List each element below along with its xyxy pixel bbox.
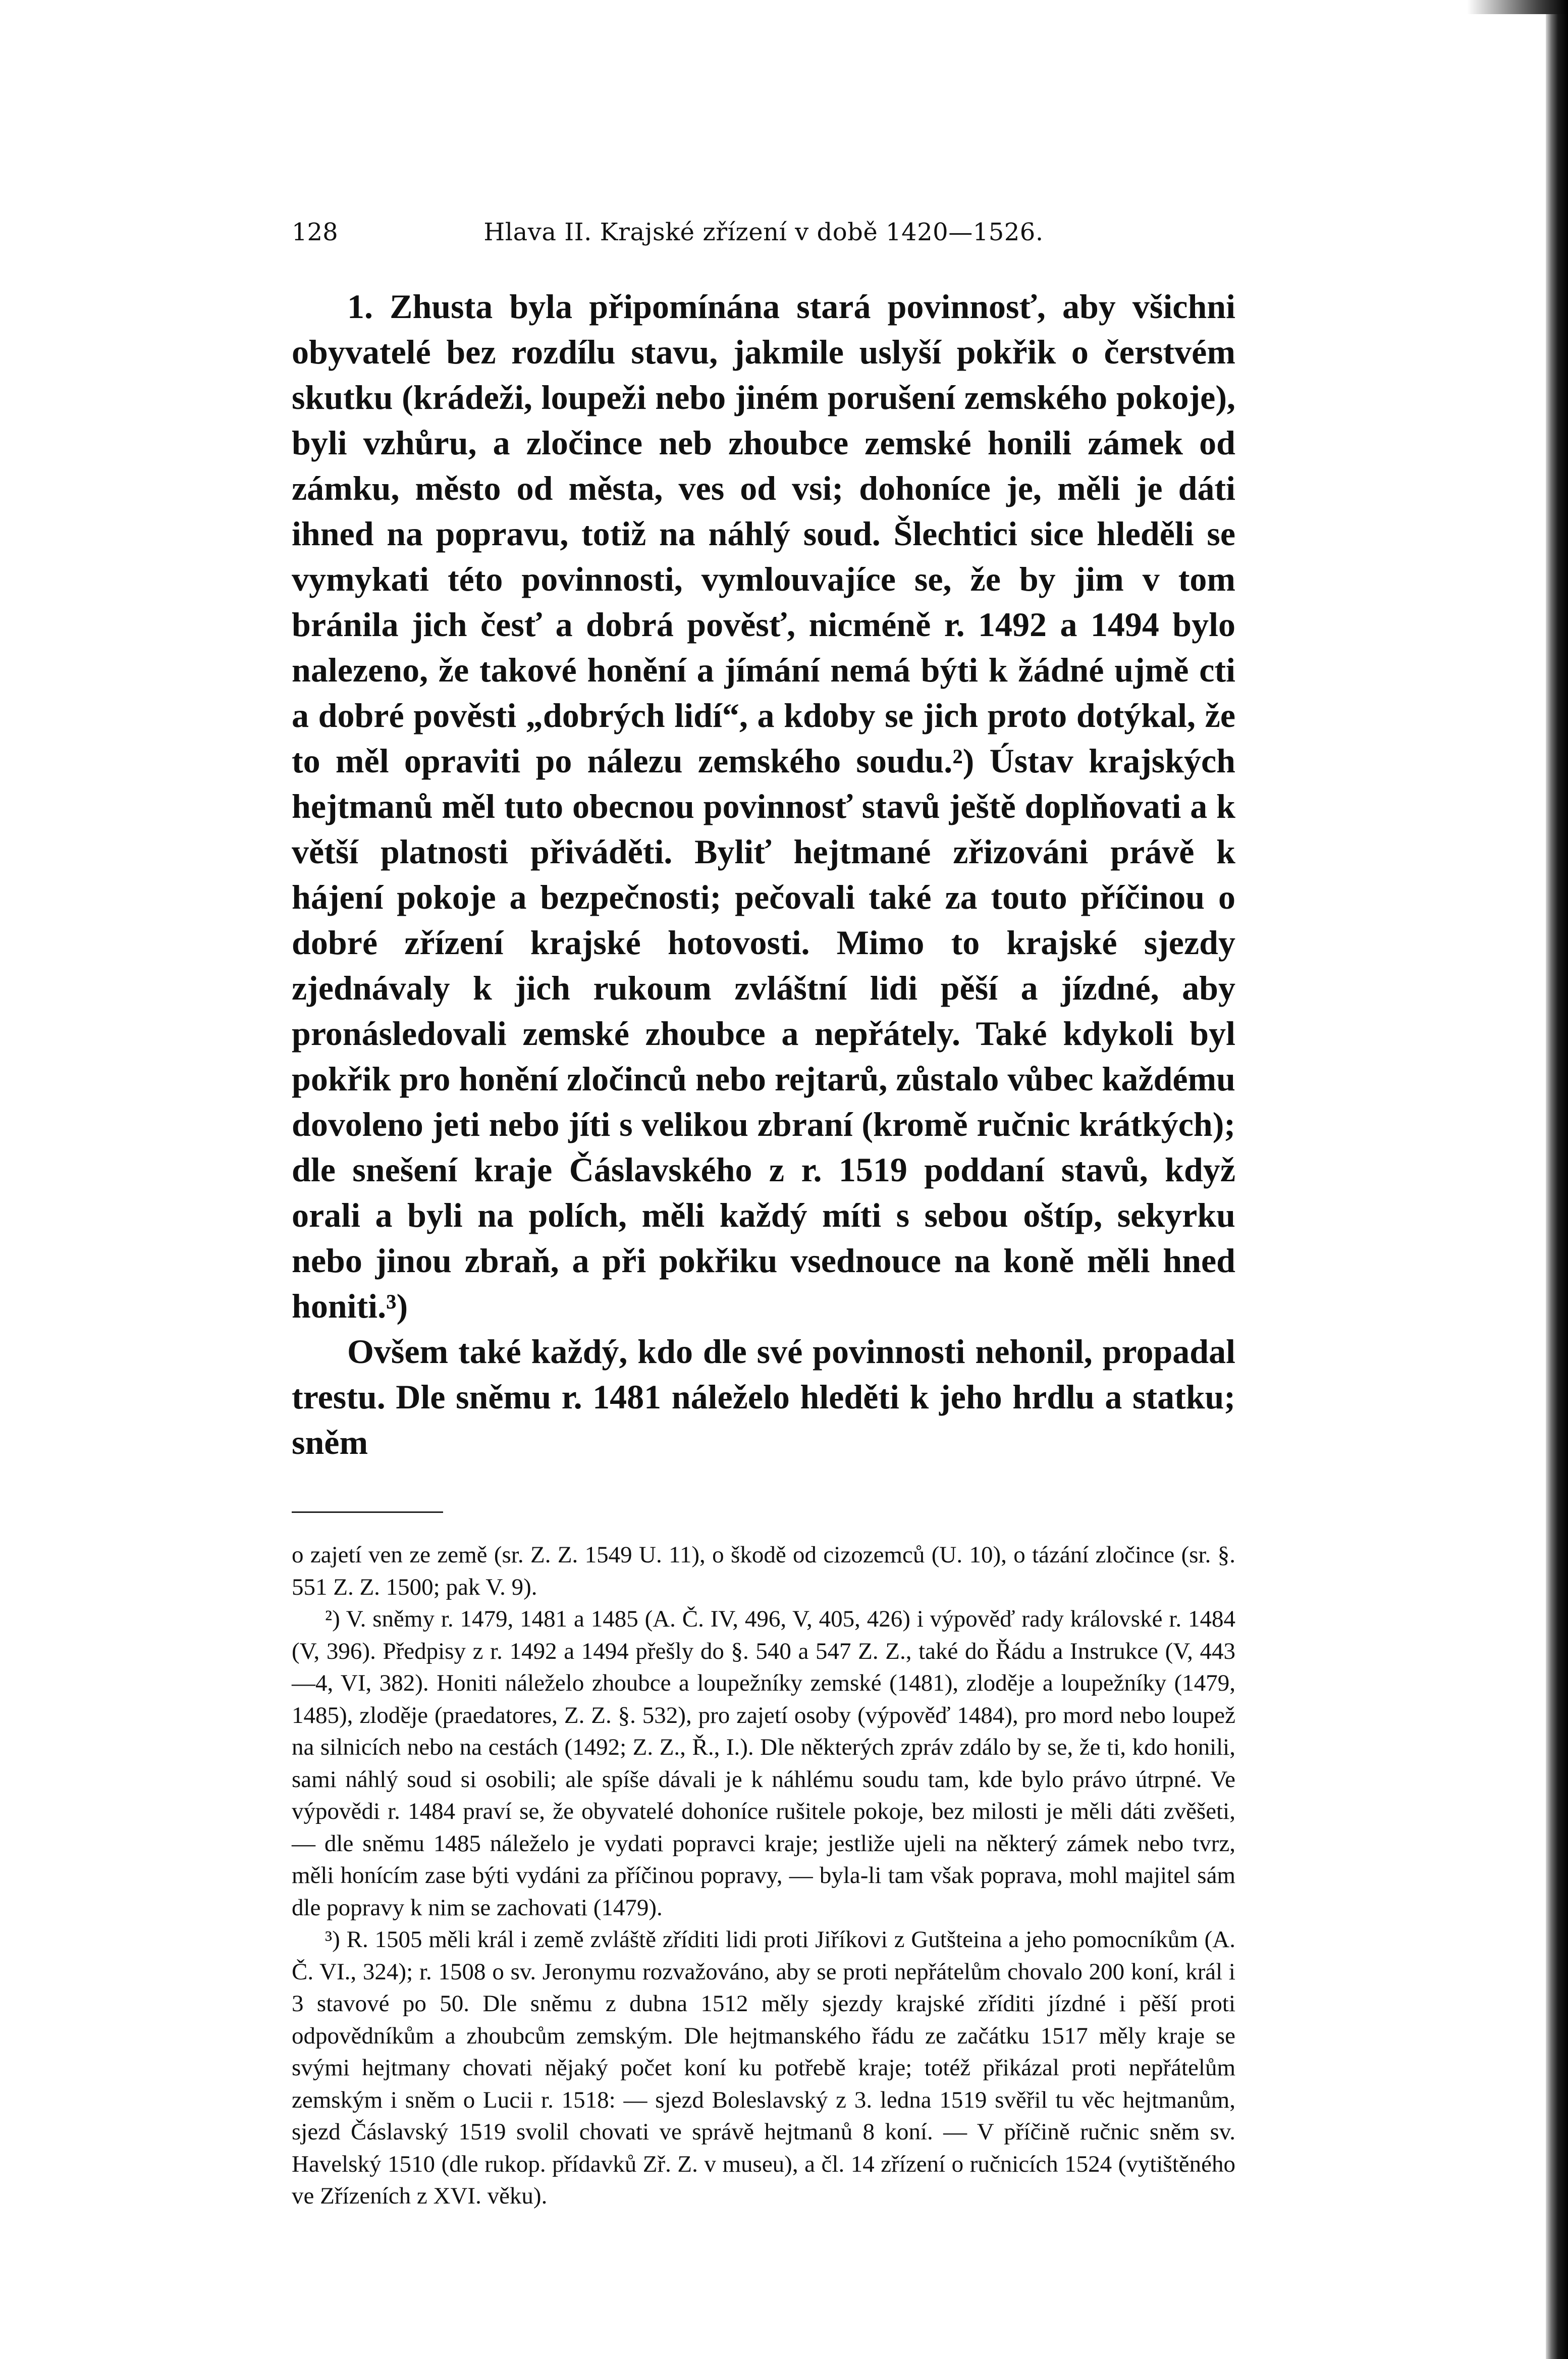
main-text: [292, 284, 1235, 1465]
footnote-2: ²) V. sněmy r. 1479, 1481 a 1485 (A. Č. IV, 496, V, 405, 426) i výpověď rady královské r. 1484 (V, 396). Předpisy z r. 1492 a 1494 přešly do §. 540 a 547 Z. Z., také do Řádu a Instrukce (V, 443—4, VI, 382). Honiti náleželo zhoubce a loupežníky zemské (1481), zloděje a loupežníky (1479, 1485), zloděje (praedatores, Z. Z. §. 532), pro zajetí osoby (výpověď 1484), pro mord nebo loupež na silnicích nebo na cestách (1492; Z. Z., Ř., I.). Dle některých zpráv zdálo by se, že ti, kdo honili, sami náhlý soud si osobili; ale spíše dávali je k náhlému soudu tam, kde bylo právo útrpné. Ve výpovědi r. 1484 praví se, že obyvatelé dohoníce rušitele pokoje, bez milosti je měli dáti zvěšeti, — dle sněmu 1485 náleželo je vydati popravci kraje; jestliže ujeli na některý zámek nebo tvrz, měli honícím zase býti vydáni za příčinou popravy, — byla-li tam však poprava, mohl majitel sám dle popravy k nim se zachovati (1479).: [292, 1606, 1235, 1921]
main-paragraph-1: 1. Zhusta byla připomínána stará povinnosť, aby všichni obyvatelé bez rozdílu stavu, jakmile uslyší pokřik o čerstvém skutku (krádeži, loupeži nebo jiném porušení zemského pokoje), byli vzhůru, a zločince neb zhoubce zemské honili zámek od zámku, město od města, ves od vsi; dohoníce je, měli je dáti ihned na popravu, totiž na náhlý soud. Šlechtici sice hleděli se vymykati této povinnosti, vymlouvajíce se, že by jim v tom bránila jich česť a dobrá pověsť, nicméně r. 1492 a 1494 bylo nalezeno, že takové honění a jímání nemá býti k žádné ujmě cti a dobré pověsti „dobrých lidí“, a kdoby se jich proto dotýkal, že to měl opraviti po nálezu zemského soudu.²) Ústav krajských hejtmanů měl tuto obecnou povinnosť stavů ještě doplňovati a k větší platnosti přiváděti. Byliť hejtmané zřizováni právě k hájení pokoje a bezpečnosti; pečovali také za touto příčinou o dobré zřízení krajské hotovosti. Mimo to krajské sjezdy zjednávaly k jich rukoum zvláštní lidi pěší a jízdné, aby pronásledovali zemské zhoubce a nepřátely. Také kdykoli byl pokřik pro honění zločinců nebo rejtarů, zůstalo vůbec každému dovoleno jeti nebo jíti s velikou zbraní (kromě ručnic krátkých); dle snešení kraje Čáslavského z r. 1519 poddaní stavů, když orali a byli na polích, měli každý míti s sebou oštíp, sekyrku nebo jinou zbraň, a při pokřiku vsednouce na koně měli hned honiti.³): [292, 287, 1235, 1325]
scan-edge: [1546, 0, 1568, 2359]
footnote-continuation: o zajetí ven ze země (sr. Z. Z. 1549 U. 11), o škodě od cizozemců (U. 10), o tázání zločince (sr. §. 551 Z. Z. 1500; pak V. 9).: [292, 1542, 1235, 1600]
running-head: [292, 212, 1235, 252]
main-paragraph-2: Ovšem také každý, kdo dle své povinnosti nehonil, propadal trestu. Dle sněmu r. 1481 náleželo hleděti k jeho hrdlu a statku; sněm: [292, 1332, 1235, 1461]
scan-edge-top: [1467, 0, 1568, 14]
footnote-divider: [292, 1511, 443, 1513]
book-page: [292, 212, 1235, 2213]
footnotes: [292, 1539, 1235, 2213]
chapter-title: Hlava II. Krajské zřízení v době 1420—1526.: [483, 218, 1044, 246]
page-number: 128: [292, 218, 338, 246]
footnote-3: ³) R. 1505 měli král i země zvláště zříditi lidi proti Jiříkovi z Gutšteina a jeho pomocníkům (A. Č. VI., 324); r. 1508 o sv. Jeronymu rozvažováno, aby se proti nepřátelům chovalo 200 koní, král i 3 stavové po 50. Dle sněmu z dubna 1512 měly sjezdy krajské zříditi jízdné i pěší proti odpovědníkům a zhoubcům zemským. Dle hejtmanského řádu ze začátku 1517 měly kraje se svými hejtmany chovati nějaký počet koní ku potřebě kraje; totéž přikázal proti nepřátelům zemským i sněm o Lucii r. 1518: — sjezd Boleslavský z 3. ledna 1519 svěřil tu věc hejtmanům, sjezd Čáslavský 1519 svolil chovati ve správě hejtmanů 8 koní. — V příčině ručnic sněm sv. Havelský 1510 (dle rukop. přídavků Zř. Z. v museu), a čl. 14 zřízení o ručnicích 1524 (vytištěného ve Zřízeních z XVI. věku).: [292, 1926, 1235, 2209]
